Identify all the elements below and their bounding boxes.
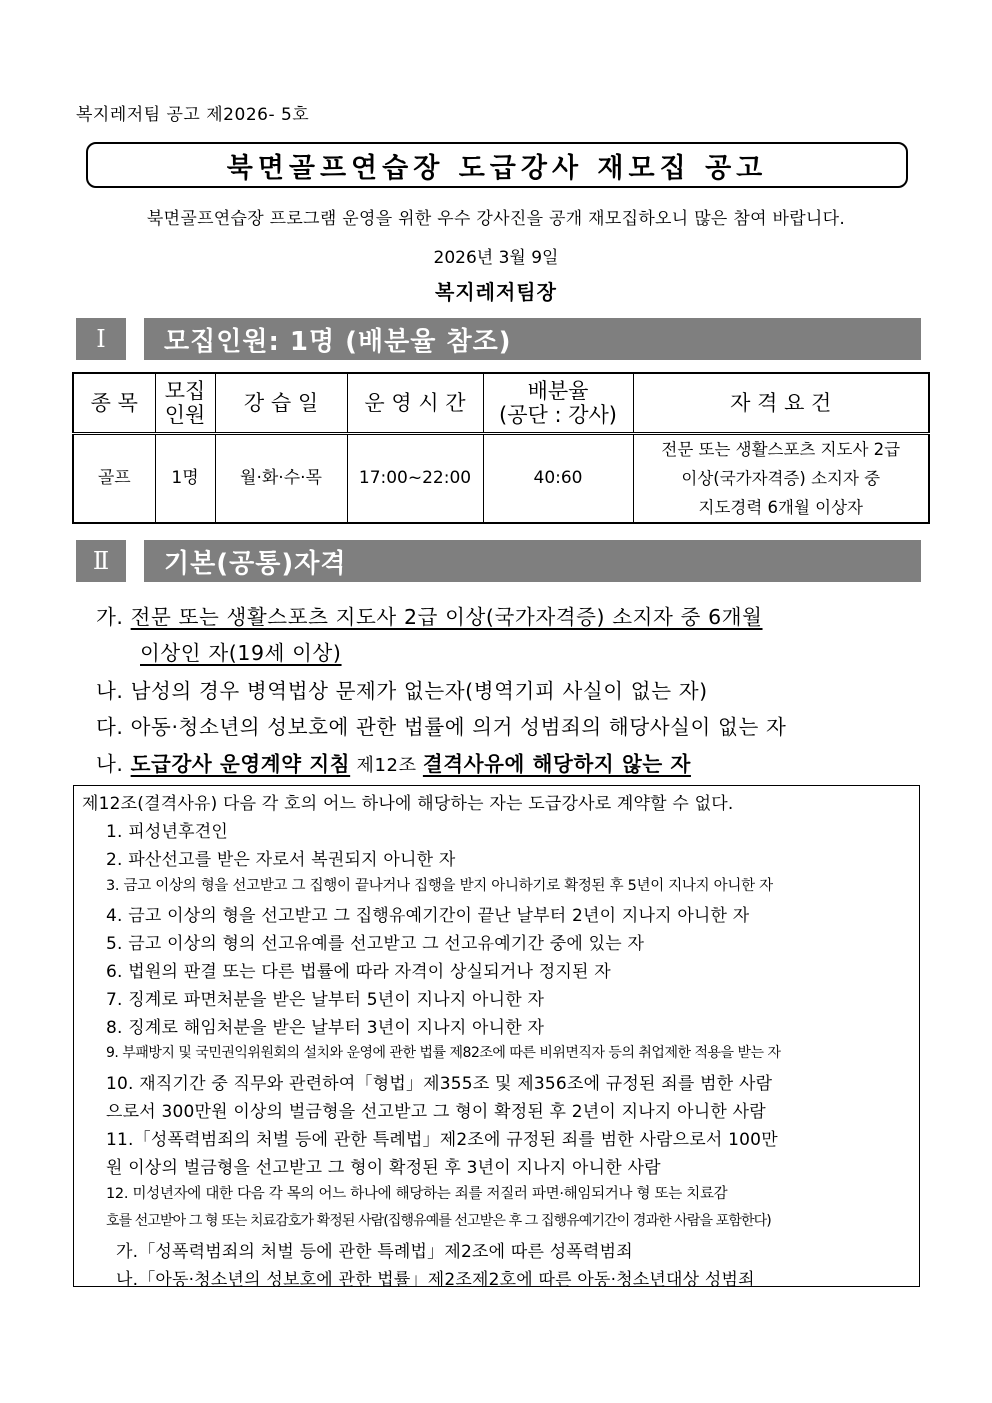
- cell-ratio: 40:60: [483, 434, 633, 524]
- qualification-na2-article: 제12조: [350, 755, 423, 776]
- col-header-count: 모집 인원: [155, 373, 215, 434]
- qualification-ga-line1: 전문 또는 생활스포츠 지도사 2급 이상(국가자격증) 소지자 중 6개월: [130, 605, 763, 629]
- law-item-2: 2. 파산선고를 받은 자로서 복권되지 아니한 자: [106, 850, 456, 870]
- cell-requirement: 전문 또는 생활스포츠 지도사 2급 이상(국가자격증) 소지자 중 지도경력 6개월 이상자: [633, 434, 929, 524]
- intro-text: 북면골프연습장 프로그램 운영을 위한 우수 강사진을 공개 재모집하오니 많은 참여 바랍니다.: [146, 209, 846, 229]
- law-item-3: 3. 금고 이상의 형을 선고받고 그 집행이 끝나거나 집행을 받지 아니하기로 확정된 후 5년이 지나지 아니한 자: [106, 878, 773, 894]
- law-heading-label: 제12조(결격사유): [82, 794, 218, 814]
- col-header-hours: 운 영 시 간: [347, 373, 483, 434]
- section-1-title: 모집인원: 1명 (배분율 참조): [144, 318, 921, 360]
- page-title: 북면골프연습장 도급강사 재모집 공고: [86, 142, 908, 188]
- law-item-1: 1. 피성년후견인: [106, 822, 228, 842]
- qualification-da: 다. 아동·청소년의 성보호에 관한 법률에 의거 성범죄의 해당사실이 없는 자: [96, 715, 787, 739]
- qualification-na2-prefix: 나.: [96, 752, 131, 776]
- cell-count: 1명: [155, 434, 215, 524]
- col-header-days: 강 습 일: [215, 373, 347, 434]
- section-2-title: 기본(공통)자격: [144, 540, 921, 582]
- qualification-ga-prefix: 가.: [96, 605, 131, 629]
- qualification-na2-tail: 결격사유에 해당하지 않는 자: [422, 752, 691, 776]
- cell-sport: 골프: [73, 434, 155, 524]
- law-item-10-line2: 으로서 300만원 이상의 벌금형을 선고받고 그 형이 확정된 후 2년이 지나지 아니한 사람: [106, 1102, 766, 1122]
- law-heading: [82, 789, 733, 814]
- qualification-ga-line2: 이상인 자(19세 이상): [140, 641, 342, 665]
- qualification-na2-guideline: 도급강사 운영계약 지침: [130, 752, 351, 776]
- col-header-requirement: 자 격 요 건: [633, 373, 929, 434]
- section-1-number: Ⅰ: [76, 318, 126, 360]
- notice-date: 2026년 3월 9일: [433, 248, 559, 268]
- section-2-header: [76, 540, 921, 582]
- cell-hours: 17:00~22:00: [347, 434, 483, 524]
- recruit-table: [72, 372, 930, 524]
- col-header-sport: 종 목: [73, 373, 155, 434]
- cell-days: 월·화·수·목: [215, 434, 347, 524]
- law-item-11-line1: 11.「성폭력범죄의 처벌 등에 관한 특례법」제2조에 규정된 죄를 범한 사람으로서 100만: [106, 1130, 778, 1150]
- law-heading-text: 다음 각 호의 어느 하나에 해당하는 자는 도급강사로 계약할 수 없다.: [217, 794, 734, 814]
- notice-number: 복지레저팀 공고 제2026- 5호: [76, 105, 310, 125]
- law-item-12-line1: 12. 미성년자에 대한 다음 각 목의 어느 하나에 해당하는 죄를 저질러 파면·해임되거나 형 또는 치료감: [106, 1186, 728, 1202]
- section-1-header: [76, 318, 921, 360]
- law-item-8: 8. 징계로 해임처분을 받은 날부터 3년이 지나지 아니한 자: [106, 1018, 545, 1038]
- table-row: [73, 434, 929, 524]
- table-header-row: [73, 373, 929, 434]
- section-2-number: Ⅱ: [76, 540, 126, 582]
- law-sub-na: 나.「아동·청소년의 성보호에 관한 법률」제2조제2호에 따른 아동·청소년대상 성범죄: [116, 1270, 755, 1290]
- law-item-11-line2: 원 이상의 벌금형을 선고받고 그 형이 확정된 후 3년이 지나지 아니한 사람: [106, 1158, 661, 1178]
- qualification-na2: [96, 747, 691, 777]
- signatory: 복지레저팀장: [435, 280, 557, 304]
- qualification-ga: [96, 600, 763, 630]
- law-item-5: 5. 금고 이상의 형의 선고유예를 선고받고 그 선고유예기간 중에 있는 자: [106, 934, 645, 954]
- law-sub-ga: 가.「성폭력범죄의 처벌 등에 관한 특례법」제2조에 따른 성폭력범죄: [116, 1242, 633, 1262]
- law-item-6: 6. 법원의 판결 또는 다른 법률에 따라 자격이 상실되거나 정지된 자: [106, 962, 611, 982]
- qualification-ga-cont: [140, 636, 342, 666]
- col-header-ratio: 배분율 (공단 : 강사): [483, 373, 633, 434]
- law-item-4: 4. 금고 이상의 형을 선고받고 그 집행유예기간이 끝난 날부터 2년이 지나지 아니한 자: [106, 906, 750, 926]
- law-item-10-line1: 10. 재직기간 중 직무와 관련하여「형법」제355조 및 제356조에 규정된 죄를 범한 사람: [106, 1074, 773, 1094]
- law-item-9: 9. 부패방지 및 국민권익위원회의 설치와 운영에 관한 법률 제82조에 따른 비위면직자 등의 취업제한 적용을 받는 자: [106, 1045, 781, 1061]
- qualification-na: 나. 남성의 경우 병역법상 문제가 없는자(병역기피 사실이 없는 자): [96, 679, 708, 703]
- law-item-7: 7. 징계로 파면처분을 받은 날부터 5년이 지나지 아니한 자: [106, 990, 545, 1010]
- law-item-12-line2: 호를 선고받아 그 형 또는 치료감호가 확정된 사람(집행유예를 선고받은 후 그 집행유예기간이 경과한 사람을 포함한다): [106, 1213, 771, 1229]
